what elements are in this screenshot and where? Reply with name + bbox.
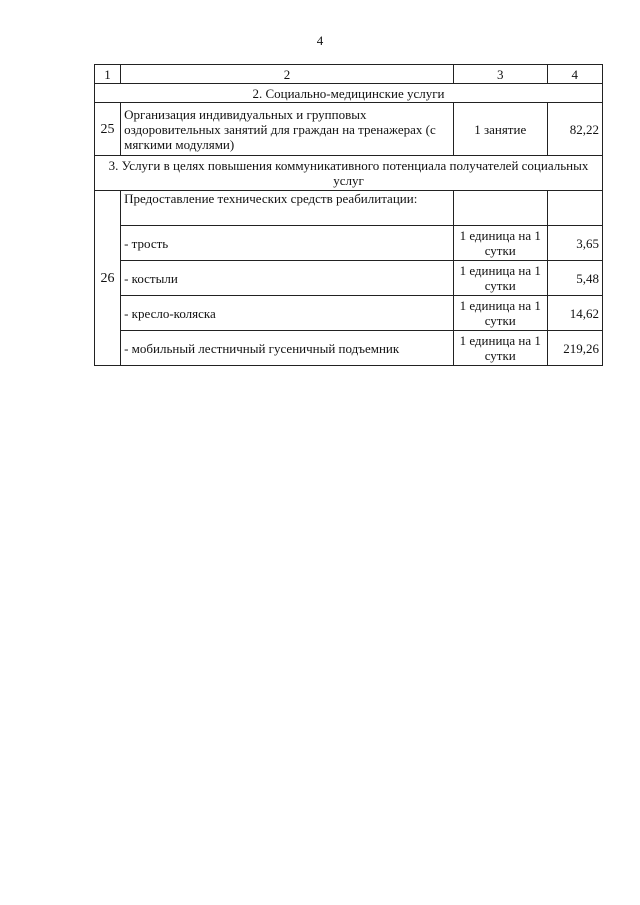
table-row [95, 103, 603, 156]
item-name: - трость [121, 226, 454, 261]
row-26-number: 26 [95, 191, 121, 366]
row-26-name: Предоставление технических средств реабилитации: [121, 191, 454, 226]
table-row [95, 261, 603, 296]
column-number-4: 4 [547, 65, 603, 84]
row-25-name: Организация индивидуальных и групповых оздоровительных занятий для граждан на тренажерах (с мягкими модулями) [121, 103, 454, 156]
row-25-number: 25 [95, 103, 121, 156]
table-row [95, 296, 603, 331]
item-name: - мобильный лестничный гусеничный подъемник [121, 331, 454, 366]
item-unit: 1 единица на 1 сутки [453, 296, 547, 331]
item-name: - кресло-коляска [121, 296, 454, 331]
item-price: 219,26 [547, 331, 603, 366]
empty-cell [547, 191, 603, 226]
table-row [95, 331, 603, 366]
empty-cell [453, 191, 547, 226]
column-number-1: 1 [95, 65, 121, 84]
tariff-table [94, 64, 603, 366]
page-number: 4 [316, 33, 324, 48]
table-row [95, 191, 603, 226]
item-unit: 1 единица на 1 сутки [453, 226, 547, 261]
row-25-price: 82,22 [547, 103, 603, 156]
item-price: 3,65 [547, 226, 603, 261]
item-unit: 1 единица на 1 сутки [453, 331, 547, 366]
row-25-unit: 1 занятие [453, 103, 547, 156]
table-row [95, 226, 603, 261]
item-price: 14,62 [547, 296, 603, 331]
section-3-title: 3. Услуги в целях повышения коммуникативного потенциала получателей социальных услуг [95, 156, 603, 191]
column-number-3: 3 [453, 65, 547, 84]
section-row [95, 84, 603, 103]
item-price: 5,48 [547, 261, 603, 296]
section-row [95, 156, 603, 191]
column-number-2: 2 [121, 65, 454, 84]
item-name: - костыли [121, 261, 454, 296]
item-unit: 1 единица на 1 сутки [453, 261, 547, 296]
section-2-title: 2. Социально-медицинские услуги [95, 84, 603, 103]
column-number-row [95, 65, 603, 84]
